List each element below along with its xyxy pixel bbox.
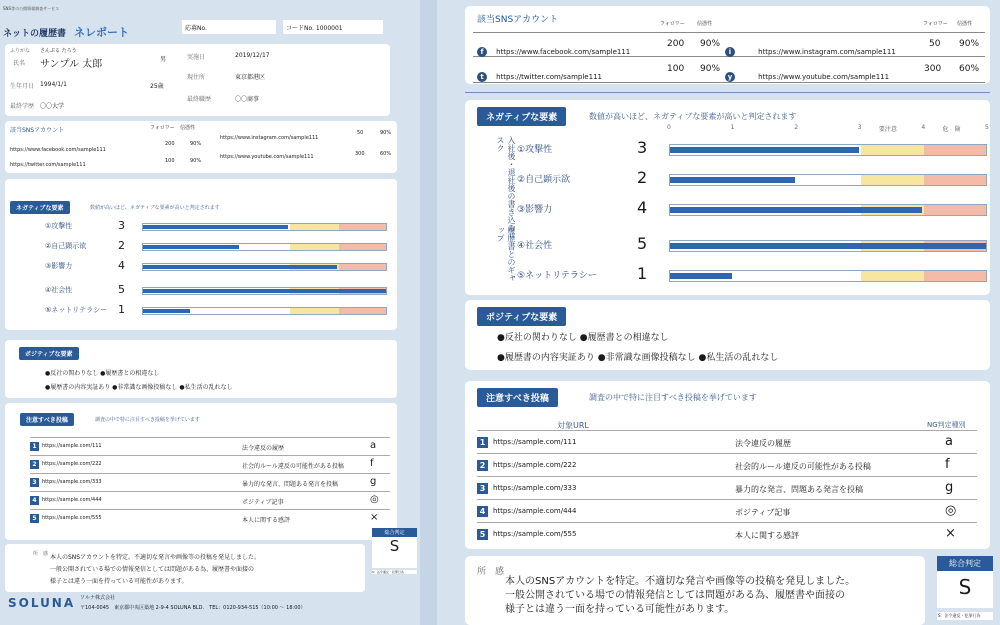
score-track-small [142, 287, 387, 295]
negative-subtitle-small: 数値が高いほど、ネガティブな要素が高いと判定されます [90, 205, 220, 211]
group-label-1: 入社後・退社後の書き込みリスク [496, 136, 516, 240]
post-row-small [30, 509, 390, 527]
follower-label-2: フォロワー [923, 21, 948, 27]
posts-card [465, 381, 990, 549]
job-label: 最終職歴 [187, 96, 212, 103]
furigana-label: ふりがな [10, 48, 31, 54]
post-desc-small: 暴力的な発言、問題ある発言を投稿 [242, 481, 339, 488]
comment-line2-small: 一般公開されている場での情報発信としては問題がある為、履歴書や面接の [50, 566, 255, 573]
positive-item-small: ●反社の関わりなし [45, 370, 99, 377]
negative-item-score-small: 3 [118, 219, 125, 232]
negative-item-label-small: ①攻撃性 [45, 222, 73, 230]
post-number-small: 5 [30, 514, 39, 523]
edu-label: 最終学歴 [10, 103, 35, 110]
positive-card-small [5, 340, 397, 398]
posts-subtitle-small: 調査の中で特に注目すべき投稿を挙げています [95, 417, 200, 423]
negative-item-label-small: ②自己顕示欲 [45, 242, 87, 250]
danger-zone-small [339, 224, 386, 230]
twitter-row [477, 64, 602, 83]
twitter-followers-small: 100 [165, 158, 175, 164]
positive-item-small: ●私生活の乱れなし [179, 384, 233, 391]
post-url-small[interactable]: https://sample.com/555 [42, 515, 102, 521]
comment-line1-small: 本人のSNSアカウントを特定。不適切な発言や画像等の投稿を発見しました。 [50, 554, 261, 561]
tick-label: 1 [730, 124, 735, 131]
verdict-note: S：法令違反・犯罪行為 [937, 612, 993, 620]
score-bar [670, 273, 732, 279]
danger-zone-small [339, 244, 386, 250]
post-url-small[interactable]: https://sample.com/222 [42, 461, 102, 467]
post-number: 5 [477, 529, 488, 540]
post-row [477, 430, 977, 453]
post-ng-type: ◎ [945, 503, 957, 518]
facebook-followers: 200 [667, 39, 685, 49]
post-number-small: 2 [30, 460, 39, 469]
twitter-reliability-small: 90% [190, 158, 202, 164]
comment-line1: 本人のSNSアカウントを特定。不適切な発言や画像等の投稿を発見しました。 [505, 576, 856, 587]
positive-item: ●履歴書との相違なし [579, 333, 669, 343]
verdict-label-small: 総合判定 [372, 528, 417, 537]
post-ng-type-small: g [370, 476, 377, 487]
score-bar [670, 147, 859, 153]
negative-item-score: 3 [637, 138, 648, 157]
youtube-url-small[interactable]: https://www.youtube.com/sample111 [220, 154, 314, 160]
tick-label: 4 [921, 124, 926, 131]
danger-zone [924, 205, 986, 215]
instagram-followers: 50 [929, 39, 941, 49]
youtube-followers-small: 300 [355, 151, 365, 157]
code-no-label: コードNo. [286, 25, 314, 32]
negative-title: ネガティブな要素 [477, 107, 566, 126]
twitter-url[interactable]: https://twitter.com/sample111 [496, 73, 602, 81]
score-track [669, 144, 987, 156]
score-bar [670, 243, 986, 249]
sns-card [465, 6, 990, 84]
facebook-reliability: 90% [700, 39, 721, 49]
instagram-reliability-small: 90% [380, 130, 392, 136]
negative-item-score: 5 [637, 234, 648, 253]
score-track-small [142, 243, 387, 251]
post-desc: ポジティブ記事 [735, 508, 791, 517]
post-ng-type: × [945, 526, 956, 541]
post-ng-type-small: ◎ [370, 494, 379, 505]
profile-card [5, 44, 390, 116]
title-text: ネットの履歴書 [3, 29, 67, 39]
post-row [477, 499, 977, 522]
positive-card [465, 300, 990, 370]
posts-title-small: 注意すべき投稿 [20, 413, 74, 426]
post-desc: 社会的ルール違反の可能性がある投稿 [735, 462, 871, 471]
reliability-label: 信憑性 [697, 21, 713, 27]
comment-label-small: 所 感 [33, 551, 49, 557]
score-bar [670, 177, 795, 183]
left-report-page [0, 0, 420, 625]
facebook-url-small[interactable]: https://www.facebook.com/sample111 [10, 147, 106, 153]
gender-value: 男 [160, 56, 167, 63]
twitter-url-small[interactable]: https://twitter.com/sample111 [10, 162, 86, 168]
warn-zone-small [290, 224, 339, 230]
verdict-value: S [958, 575, 972, 599]
score-track-small [142, 223, 387, 231]
positive-line-1 [497, 330, 669, 343]
instagram-row [725, 39, 896, 58]
twitter-followers: 100 [667, 64, 685, 74]
address-label: 現住所 [187, 74, 206, 81]
ng-header: NG判定種別 [927, 421, 966, 429]
apply-no-box [182, 20, 276, 34]
post-desc-small: 社会的ルール違反の可能性がある投稿 [242, 463, 344, 470]
negative-item-label-small: ⑤ネットリテラシー [45, 306, 108, 314]
danger-zone-small [339, 264, 386, 270]
negative-item-score-small: 5 [118, 283, 125, 296]
post-number: 1 [477, 437, 488, 448]
negative-item-score-small: 2 [118, 239, 125, 252]
negative-card [465, 100, 990, 295]
url-header: 対象URL [557, 421, 589, 430]
post-desc-small: 本人に関する感評 [242, 517, 291, 524]
warn-zone [861, 145, 925, 155]
reliability-label-2: 信憑性 [957, 21, 973, 27]
positive-item: ●非常識な画像投稿なし [597, 353, 696, 363]
code-no-value: 1000001 [315, 25, 343, 32]
post-url[interactable]: https://sample.com/222 [493, 461, 577, 469]
post-number-small: 1 [30, 442, 39, 451]
warn-zone [861, 175, 925, 185]
follower-label: フォロワー [660, 21, 685, 27]
negative-item-score: 2 [637, 168, 648, 187]
date-value: 2019/12/17 [235, 52, 270, 59]
comment-line3-small: 様子とは違う一面を持っている可能性があります。 [50, 578, 188, 585]
posts-title: 注意すべき投稿 [477, 388, 558, 407]
negative-item-score: 4 [637, 198, 648, 217]
positive-title-small: ポジティブな要素 [19, 347, 79, 360]
tick-label: 3 [857, 124, 862, 131]
company-tel: TEL：0120-934-515（10:00 〜 18:00） [209, 605, 306, 611]
tick-label: 2 [794, 124, 799, 131]
negative-item-label-small: ④社会性 [45, 286, 73, 294]
facebook-followers-small: 200 [165, 141, 175, 147]
post-desc: 本人に関する感評 [735, 531, 799, 540]
negative-item-label: ⑤ネットリテラシー [517, 271, 597, 281]
danger-zone [924, 145, 986, 155]
post-desc: 暴力的な発言、問題ある発言を投稿 [735, 485, 863, 494]
verdict-value-small: S [389, 537, 400, 555]
date-label: 実施日 [187, 54, 206, 61]
company-address-line [80, 604, 306, 611]
positive-item: ●反社の関わりなし [497, 333, 577, 343]
post-ng-type-small: × [370, 512, 379, 523]
positive-title: ポジティブな要素 [477, 307, 566, 326]
logo-text: ネレポート [74, 26, 130, 39]
youtube-row [725, 64, 889, 83]
post-url[interactable]: https://sample.com/111 [493, 438, 577, 446]
post-row-small [30, 437, 390, 455]
comment-line3: 様子とは違う一面を持っている可能性があります。 [505, 604, 735, 615]
negative-item-label: ②自己顕示欲 [517, 175, 571, 185]
sns-card-small [5, 121, 397, 173]
danger-zone-label: 危 険 [942, 126, 961, 133]
post-url[interactable]: https://sample.com/444 [493, 507, 577, 515]
score-track [669, 270, 987, 282]
verdict-box [937, 556, 993, 608]
comment-card-small [5, 544, 365, 592]
name-value: サンプル 太郎 [40, 59, 103, 70]
positive-line1-small [45, 368, 159, 377]
service-caption: SNS等の公開情報調査サービス [3, 6, 60, 11]
post-row-small [30, 491, 390, 509]
score-bar-small [143, 309, 190, 313]
negative-card-small [5, 179, 397, 330]
youtube-reliability-small: 60% [380, 151, 392, 157]
tick-label: 0 [667, 124, 671, 131]
score-track [669, 174, 987, 186]
verdict-label: 総合判定 [937, 556, 993, 571]
negative-item-score-small: 4 [118, 259, 125, 272]
youtube-url[interactable]: https://www.youtube.com/sample111 [758, 73, 890, 81]
verdict-note-small: S：法令違反・犯罪行為 [372, 570, 417, 574]
facebook-icon: f [477, 47, 487, 57]
facebook-row [477, 39, 630, 58]
danger-zone [924, 271, 986, 281]
score-bar-small [143, 265, 337, 269]
post-number-small: 3 [30, 478, 39, 487]
section-divider [465, 92, 990, 93]
post-url[interactable]: https://sample.com/555 [493, 530, 577, 538]
instagram-url[interactable]: https://www.instagram.com/sample111 [758, 48, 896, 56]
post-number: 4 [477, 506, 488, 517]
comment-label: 所 感 [477, 567, 505, 577]
birth-label: 生年月日 [10, 83, 35, 90]
score-track [669, 204, 987, 216]
post-ng-type: a [945, 434, 953, 449]
address-value: 東京都港区 [235, 74, 266, 81]
post-desc: 法令違反の履歴 [735, 439, 791, 448]
post-ng-type: g [945, 480, 954, 495]
negative-subtitle: 数値が高いほど、ネガティブな要素が高いと判定されます [589, 112, 797, 121]
post-url-small[interactable]: https://sample.com/333 [42, 479, 102, 485]
warn-zone-small [290, 244, 339, 250]
instagram-followers-small: 50 [357, 130, 364, 136]
youtube-icon: y [725, 72, 735, 82]
score-bar-small [143, 225, 288, 229]
youtube-followers: 300 [924, 64, 942, 74]
negative-item-label: ④社会性 [517, 241, 553, 251]
report-title [3, 24, 129, 40]
job-value: 〇〇商事 [235, 96, 260, 103]
sns-title-small: 該当SNSアカウント [10, 127, 65, 134]
furigana-value: さんぷる たろう [40, 48, 77, 54]
comment-card [465, 556, 925, 625]
post-row [477, 453, 977, 476]
name-label: 氏名 [13, 60, 26, 67]
post-row [477, 476, 977, 499]
negative-item-label: ③影響力 [517, 205, 553, 215]
positive-item-small: ●履歴書との相違なし [100, 370, 160, 377]
score-bar-small [143, 289, 386, 293]
post-number: 2 [477, 460, 488, 471]
negative-item-label-small: ③影響力 [45, 262, 73, 270]
post-desc-small: ポジティブ記事 [242, 499, 284, 506]
posts-subtitle: 調査の中で特に注目すべき投稿を挙げています [589, 393, 757, 402]
post-url-small[interactable]: https://sample.com/444 [42, 497, 102, 503]
sns-divider [473, 32, 985, 33]
company-address: 〒104-0045 東京都中央区築地 2-9-4 SOLUNA BLD. [80, 605, 205, 611]
post-row-small [30, 473, 390, 491]
facebook-reliability-small: 90% [190, 141, 202, 147]
positive-line-2 [497, 350, 778, 363]
birth-value: 1994/1/1 [40, 81, 67, 88]
warn-zone-label: 要注意 [878, 126, 897, 133]
instagram-reliability: 90% [959, 39, 980, 49]
negative-item-label: ①攻撃性 [517, 145, 553, 155]
tick-label: 5 [985, 124, 989, 131]
verdict-box-small [372, 528, 417, 568]
right-report-page [437, 0, 1000, 625]
company-name: ソルナ株式会社 [80, 595, 116, 601]
edu-value: 〇〇大学 [40, 103, 65, 110]
warn-zone [861, 271, 925, 281]
age-value: 25歳 [150, 83, 164, 90]
danger-zone [924, 175, 986, 185]
post-desc-small: 法令違反の履歴 [242, 445, 285, 452]
negative-item-score-small: 1 [118, 303, 125, 316]
post-number-small: 4 [30, 496, 39, 505]
positive-item-small: ●非常識な画像投稿なし [112, 384, 178, 391]
sns-title: 該当SNSアカウント [477, 15, 559, 25]
post-row-small [30, 455, 390, 473]
score-track-small [142, 307, 387, 315]
post-ng-type-small: f [370, 458, 374, 469]
instagram-icon: i [725, 47, 735, 57]
negative-item-score: 1 [637, 264, 648, 283]
follower-label-small: フォロワー [150, 125, 175, 131]
positive-item-small: ●履歴書の内容実証あり [45, 384, 111, 391]
positive-item: ●履歴書の内容実証あり [497, 353, 595, 363]
score-bar [670, 207, 922, 213]
post-number: 3 [477, 483, 488, 494]
code-no-box [283, 20, 383, 34]
youtube-reliability: 60% [959, 64, 980, 74]
score-bar-small [143, 245, 239, 249]
soluna-logo: SOLUNA [8, 596, 76, 610]
twitter-icon: t [477, 72, 487, 82]
positive-item: ●私生活の乱れなし [698, 353, 779, 363]
post-ng-type-small: a [370, 440, 377, 451]
group-label-2: 履歴書とのギャップ [496, 226, 516, 282]
score-track-small [142, 263, 387, 271]
post-row [477, 522, 977, 545]
danger-zone-small [339, 308, 386, 314]
posts-card-small [5, 403, 397, 540]
twitter-reliability: 90% [700, 64, 721, 74]
apply-no-label: 応募No. [185, 25, 207, 32]
negative-title-small: ネガティブな要素 [10, 201, 70, 214]
reliability-label-small: 信憑性 [180, 125, 196, 131]
post-url[interactable]: https://sample.com/333 [493, 484, 577, 492]
facebook-url[interactable]: https://www.facebook.com/sample111 [496, 48, 631, 56]
warn-zone-small [290, 308, 339, 314]
post-url-small[interactable]: https://sample.com/111 [42, 443, 102, 449]
post-ng-type: f [945, 457, 950, 472]
positive-line2-small [45, 382, 233, 391]
comment-line2: 一般公開されている場での情報発信としては問題がある為、履歴書や面接の [505, 590, 845, 601]
instagram-url-small[interactable]: https://www.instagram.com/sample111 [220, 135, 319, 141]
score-track [669, 240, 987, 252]
